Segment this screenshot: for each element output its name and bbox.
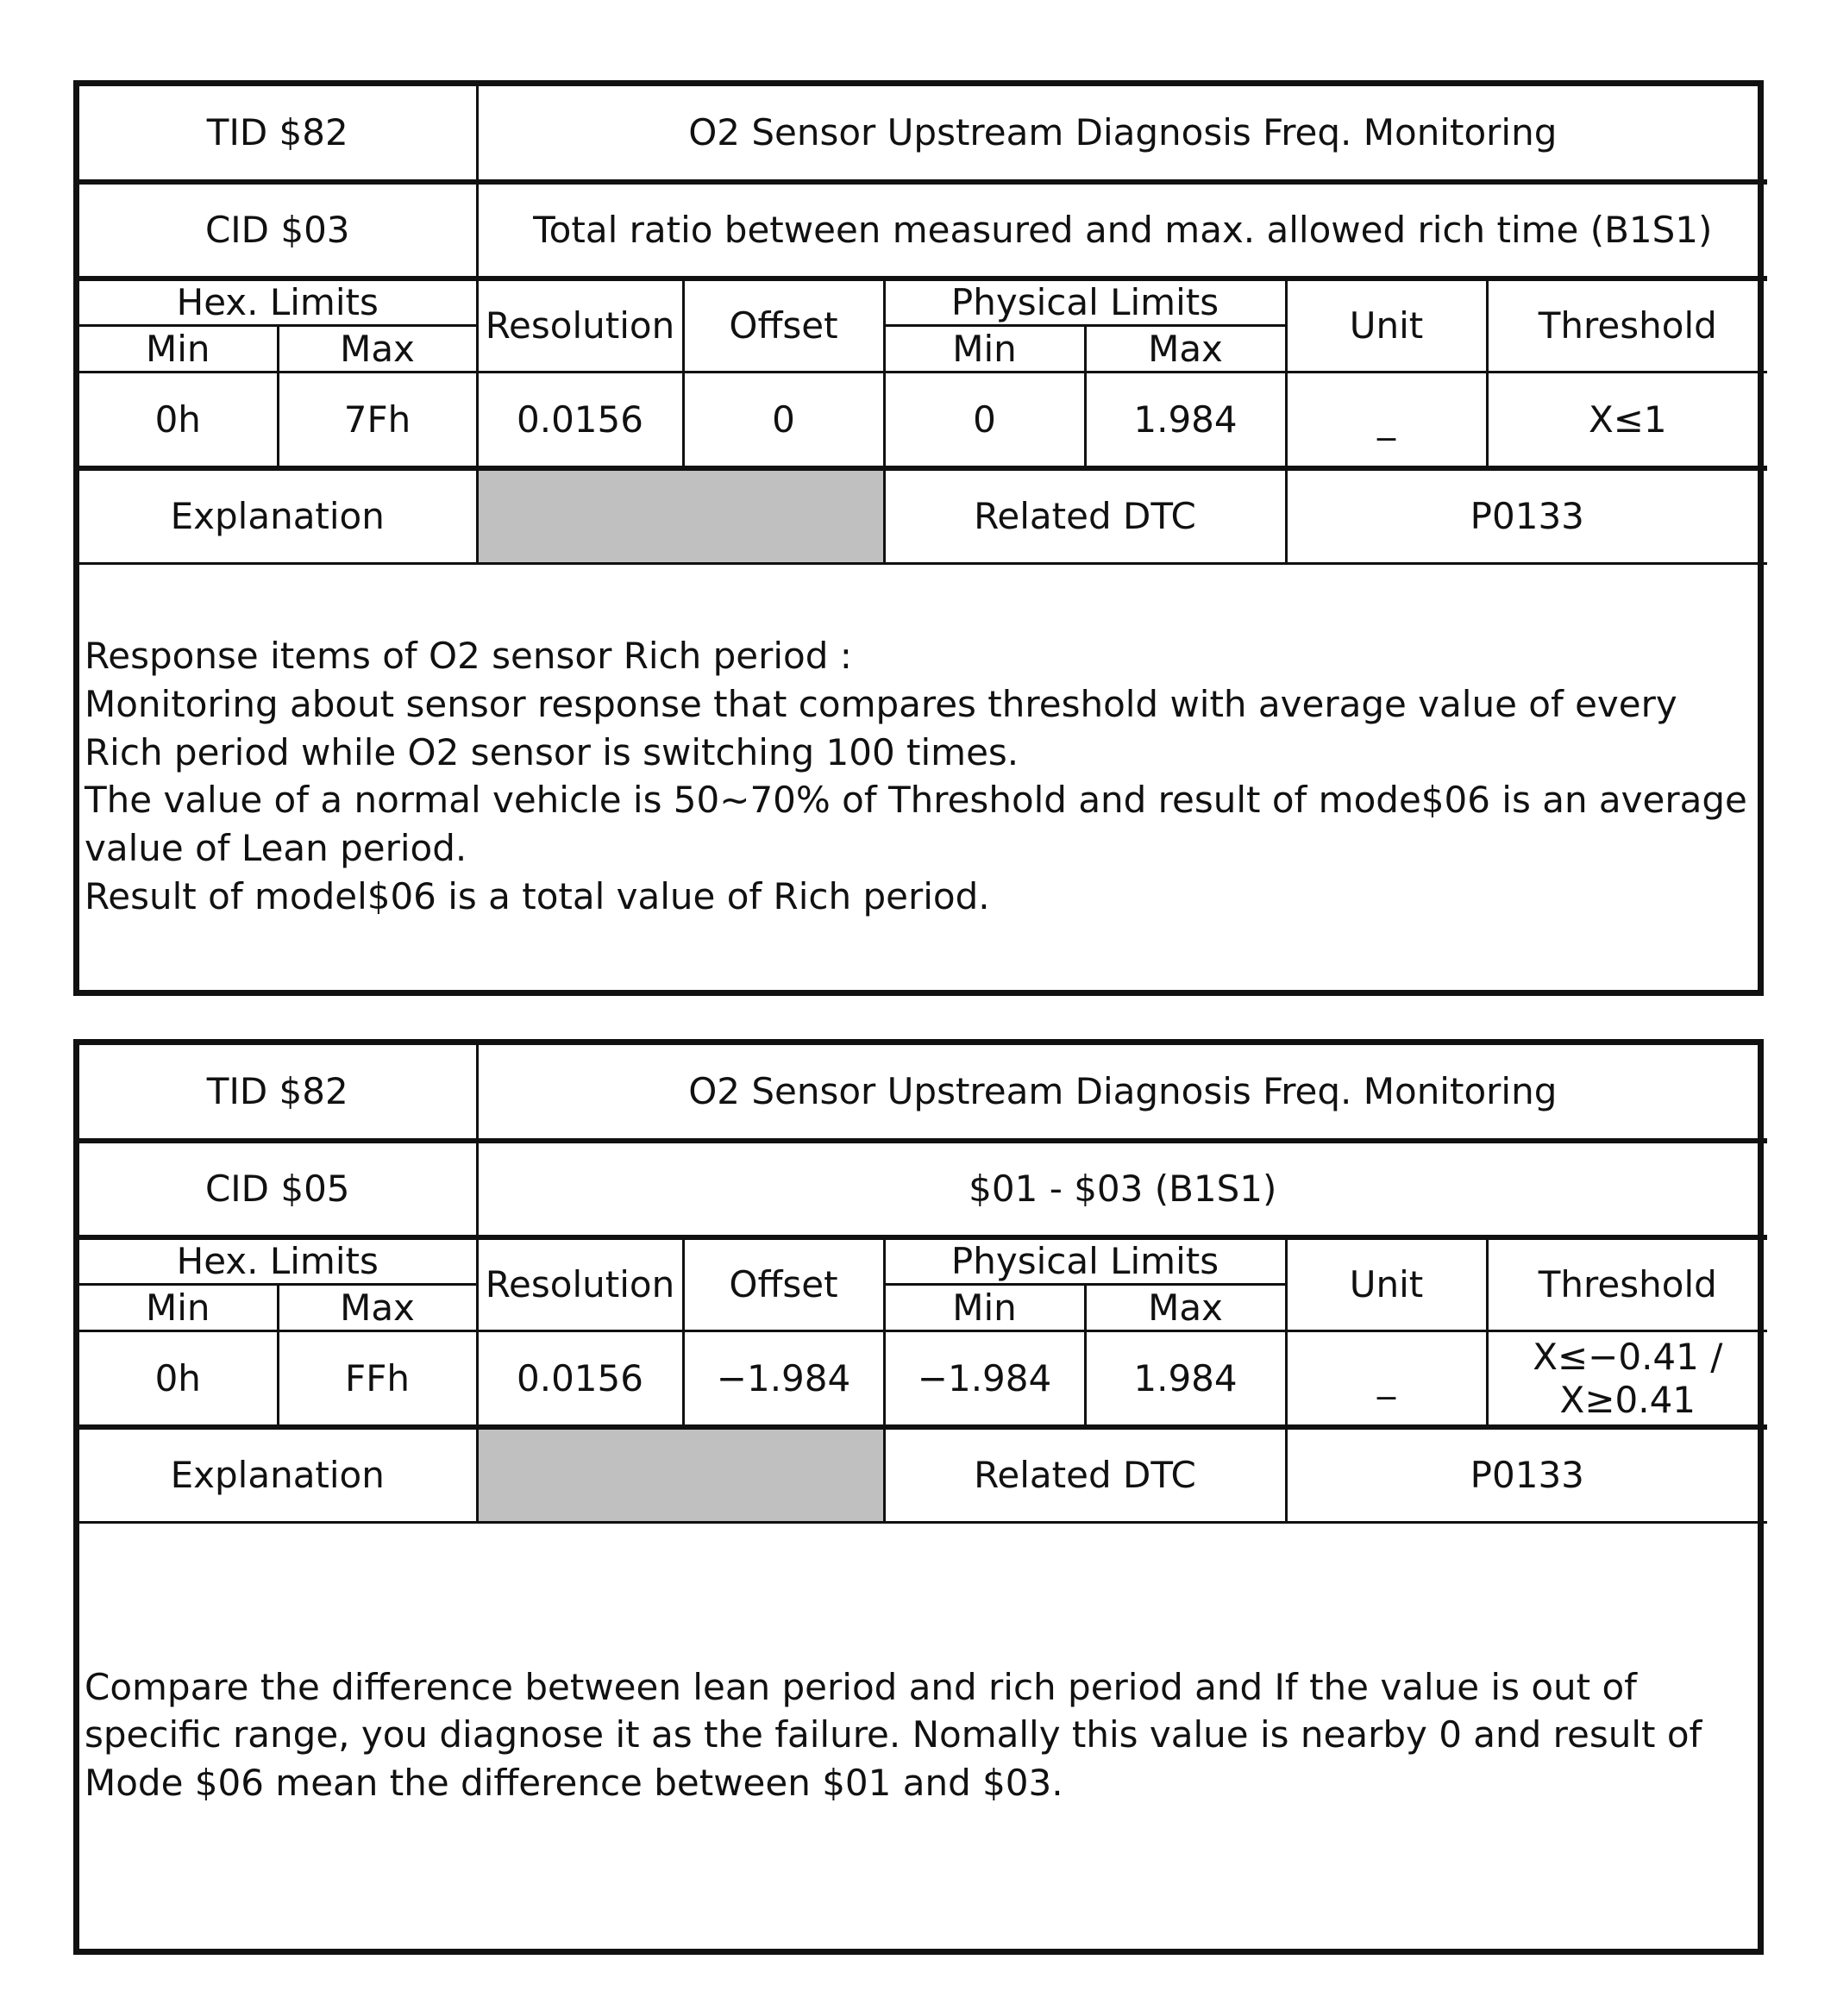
header-phys-min: Min: [884, 326, 1085, 373]
explanation-label: Explanation: [79, 468, 477, 564]
header-hex-limits: Hex. Limits: [79, 279, 477, 326]
spec-block-cid-03: [73, 80, 1764, 996]
value-hex-min: 0h: [79, 373, 278, 469]
blank-grey-cell: [477, 1427, 884, 1523]
header-hex-min: Min: [79, 326, 278, 373]
threshold-line-1: X≤1: [1588, 398, 1667, 441]
explanation-line: Result of model$06 is a total value of Rich period.: [85, 875, 990, 918]
value-resolution: 0.0156: [477, 1331, 683, 1428]
value-unit: _: [1286, 373, 1487, 469]
header-unit: Unit: [1286, 279, 1487, 373]
explanation-line: Monitoring about sensor response that compares threshold with average value of every Rich period while O2 sensor is switching 100 times.: [85, 682, 1677, 773]
explanation-label: Explanation: [79, 1427, 477, 1523]
header-phys-max: Max: [1085, 326, 1286, 373]
value-hex-max: FFh: [278, 1331, 477, 1428]
header-offset: Offset: [683, 1237, 884, 1331]
value-phys-max: 1.984: [1085, 373, 1286, 469]
header-phys-max: Max: [1085, 1285, 1286, 1331]
value-phys-min: 0: [884, 373, 1085, 469]
value-threshold: [1487, 373, 1767, 469]
value-hex-min: 0h: [79, 1331, 278, 1428]
header-hex-max: Max: [278, 1285, 477, 1331]
explanation-line: Response items of O2 sensor Rich period :: [85, 634, 852, 677]
header-hex-limits: Hex. Limits: [79, 1237, 477, 1285]
header-hex-min: Min: [79, 1285, 278, 1331]
threshold-line-1: X≤−0.41 /: [1533, 1335, 1723, 1378]
explanation-line: Compare the difference between lean period and rich period and If the value is out of specific range, you diagnose it as the failure. Nomally this value is nearby 0 and result of Mode $06 mean the difference between $01 and $03.: [85, 1665, 1702, 1805]
header-unit: Unit: [1286, 1237, 1487, 1331]
related-dtc-label: Related DTC: [884, 468, 1286, 564]
header-resolution: Resolution: [477, 1237, 683, 1331]
spec-table: [79, 86, 1767, 565]
value-phys-max: 1.984: [1085, 1331, 1286, 1428]
explanation-line: The value of a normal vehicle is 50~70% of Threshold and result of mode$06 is an average value of Lean period.: [85, 779, 1747, 870]
tid-label: TID $82: [79, 86, 477, 182]
value-resolution: 0.0156: [477, 373, 683, 469]
tid-description: O2 Sensor Upstream Diagnosis Freq. Monitoring: [477, 1045, 1767, 1141]
related-dtc-code: P0133: [1286, 1427, 1767, 1523]
value-unit: _: [1286, 1331, 1487, 1428]
cid-description: Total ratio between measured and max. allowed rich time (B1S1): [477, 182, 1767, 279]
value-offset: −1.984: [683, 1331, 884, 1428]
threshold-line-2: X≥0.41: [1559, 1378, 1696, 1421]
explanation-text: [79, 565, 1758, 987]
related-dtc-code: P0133: [1286, 468, 1767, 564]
cid-label: CID $05: [79, 1141, 477, 1237]
header-physical-limits: Physical Limits: [884, 1237, 1286, 1285]
value-hex-max: 7Fh: [278, 373, 477, 469]
value-phys-min: −1.984: [884, 1331, 1085, 1428]
value-offset: 0: [683, 373, 884, 469]
header-physical-limits: Physical Limits: [884, 279, 1286, 326]
spec-block-cid-05: [73, 1039, 1764, 1955]
cid-description: $01 - $03 (B1S1): [477, 1141, 1767, 1237]
header-offset: Offset: [683, 279, 884, 373]
header-phys-min: Min: [884, 1285, 1085, 1331]
header-hex-max: Max: [278, 326, 477, 373]
header-resolution: Resolution: [477, 279, 683, 373]
explanation-text: [79, 1524, 1758, 1946]
value-threshold: [1487, 1331, 1767, 1428]
spec-table: [79, 1045, 1767, 1524]
cid-label: CID $03: [79, 182, 477, 279]
header-threshold: Threshold: [1487, 279, 1767, 373]
related-dtc-label: Related DTC: [884, 1427, 1286, 1523]
tid-description: O2 Sensor Upstream Diagnosis Freq. Monitoring: [477, 86, 1767, 182]
header-threshold: Threshold: [1487, 1237, 1767, 1331]
blank-grey-cell: [477, 468, 884, 564]
tid-label: TID $82: [79, 1045, 477, 1141]
